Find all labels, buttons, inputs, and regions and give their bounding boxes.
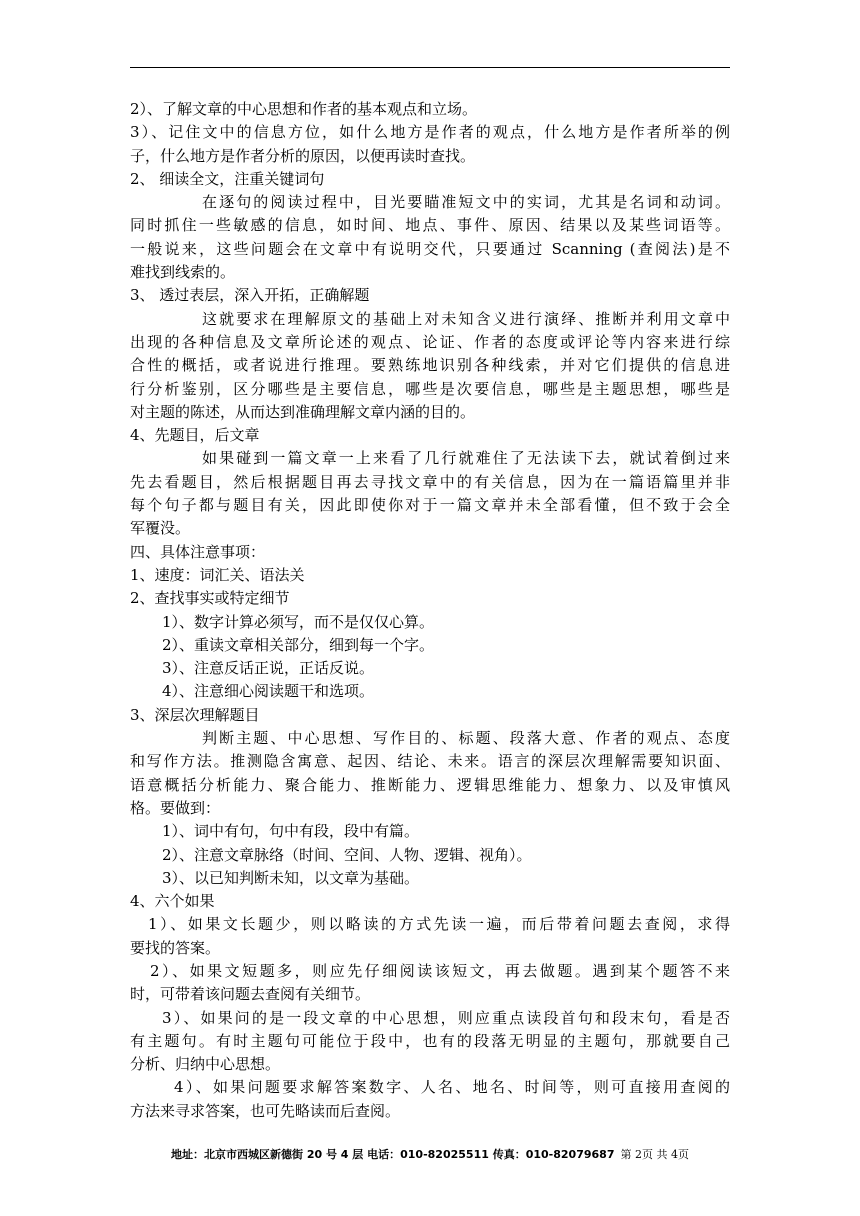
footer-address: 地址：北京市西城区新德街 20 号 4 层 电话：010-82025511 传真：010-82079687 — [171, 1148, 615, 1161]
text-line: 先去看题目，然后根据题目再去寻找文章中的有关信息，因为在一篇语篇里并非 — [130, 472, 730, 491]
text-line: 2）、如果文短题多，则应先仔细阅读该短文，再去做题。遇到某个题答不来 — [150, 961, 730, 980]
text-line: 3）、注意反话正说，正话反说。 — [162, 659, 375, 678]
text-line: 格。要做到： — [130, 798, 221, 817]
text-line: 4）、注意细心阅读题干和选项。 — [162, 682, 375, 701]
text-line: 要找的答案。 — [130, 938, 221, 957]
text-line: 同时抓住一些敏感的信息，如时间、地点、事件、原因、结果以及某些词语等。 — [130, 216, 730, 235]
text-line: 4）、如果问题要求解答案数字、人名、地名、时间等，则可直接用查阅的 — [174, 1078, 730, 1097]
text-line: 1）、数字计算必须写，而不是仅仅心算。 — [162, 612, 435, 631]
text-line: 3）、以已知判断未知，以文章为基础。 — [162, 868, 420, 887]
text-line: 3、深层次理解题目 — [130, 705, 260, 724]
text-line: 2）、重读文章相关部分，细到每一个字。 — [162, 635, 435, 654]
text-line: 4、先题目，后文章 — [130, 426, 260, 445]
text-line: 四、具体注意事项： — [130, 542, 266, 561]
text-line: 对主题的陈述，从而达到准确理解文章内涵的目的。 — [130, 402, 476, 421]
text-line: 2、查找事实或特定细节 — [130, 589, 290, 608]
page-footer — [0, 1146, 860, 1162]
text-line: 每个句子都与题目有关，因此即使你对于一篇文章并未全部看懂，但不致于会全 — [130, 496, 730, 515]
text-line: 在逐句的阅读过程中，目光要瞄准短文中的实词，尤其是名词和动词。 — [202, 193, 730, 212]
text-line: 2）、了解文章的中心思想和作者的基本观点和立场。 — [130, 100, 478, 118]
text-line: 2）、注意文章脉络（时间、空间、人物、逻辑、视角）。 — [162, 845, 532, 864]
text-line: 行分析鉴别，区分哪些是主要信息，哪些是次要信息，哪些是主题思想，哪些是 — [130, 379, 730, 398]
text-line: 子，什么地方是作者分析的原因，以便再读时查找。 — [130, 146, 476, 165]
text-line: 分析、归纳中心思想。 — [130, 1055, 281, 1074]
text-line: 1）、词中有句，句中有段，段中有篇。 — [162, 822, 420, 841]
page-number: 第 2页 共 4页 — [620, 1148, 689, 1161]
text-line: 和写作方法。推测隐含寓意、起因、结论、未来。语言的深层次理解需要知识面、 — [130, 752, 730, 771]
text-line: 有主题句。有时主题句可能位于段中，也有的段落无明显的主题句，那就要自己 — [130, 1031, 730, 1050]
text-line: 4、六个如果 — [130, 892, 215, 911]
text-line: 语意概括分析能力、聚合能力、推断能力、逻辑思维能力、想象力、以及审慎风 — [130, 775, 730, 794]
text-line: 判断主题、中心思想、写作目的、标题、段落大意、作者的观点、态度 — [202, 729, 730, 748]
text-line: 3）、如果问的是一段文章的中心思想，则应重点读段首句和段末句，看是否 — [162, 1008, 730, 1027]
text-line: 这就要求在理解原文的基础上对未知含义进行演绎、推断并利用文章中 — [202, 309, 730, 328]
text-line: 1、速度：词汇关、语法关 — [130, 565, 305, 584]
text-line: 出现的各种信息及文章所论述的观点、论证、作者的态度或评论等内容来进行综 — [130, 332, 730, 351]
text-line: 时，可带着该问题去查阅有关细节。 — [130, 985, 371, 1004]
text-line: 如果碰到一篇文章一上来看了几行就难住了无法读下去，就试着倒过来 — [202, 449, 730, 468]
text-line: 一般说来，这些问题会在文章中有说明交代，只要通过 Scanning (查阅法)是不 — [130, 239, 730, 258]
text-line: 1）、如果文长题少，则以略读的方式先读一遍，而后带着问题去查阅，求得 — [148, 915, 730, 934]
text-line: 3）、记住文中的信息方位，如什么地方是作者的观点，什么地方是作者所举的例 — [130, 123, 730, 142]
header-rule — [130, 67, 730, 68]
document-body — [130, 98, 730, 1123]
text-line: 难找到线索的。 — [130, 263, 236, 282]
text-line: 方法来寻求答案，也可先略读而后查阅。 — [130, 1101, 401, 1120]
text-line: 2、 细读全文，注重关键词句 — [130, 169, 325, 188]
text-line: 合性的概括，或者说进行推理。要熟练地识别各种线索，并对它们提供的信息进 — [130, 356, 730, 375]
text-line: 军覆没。 — [130, 519, 191, 538]
text-line: 3、 透过表层，深入开拓，正确解题 — [130, 286, 370, 305]
